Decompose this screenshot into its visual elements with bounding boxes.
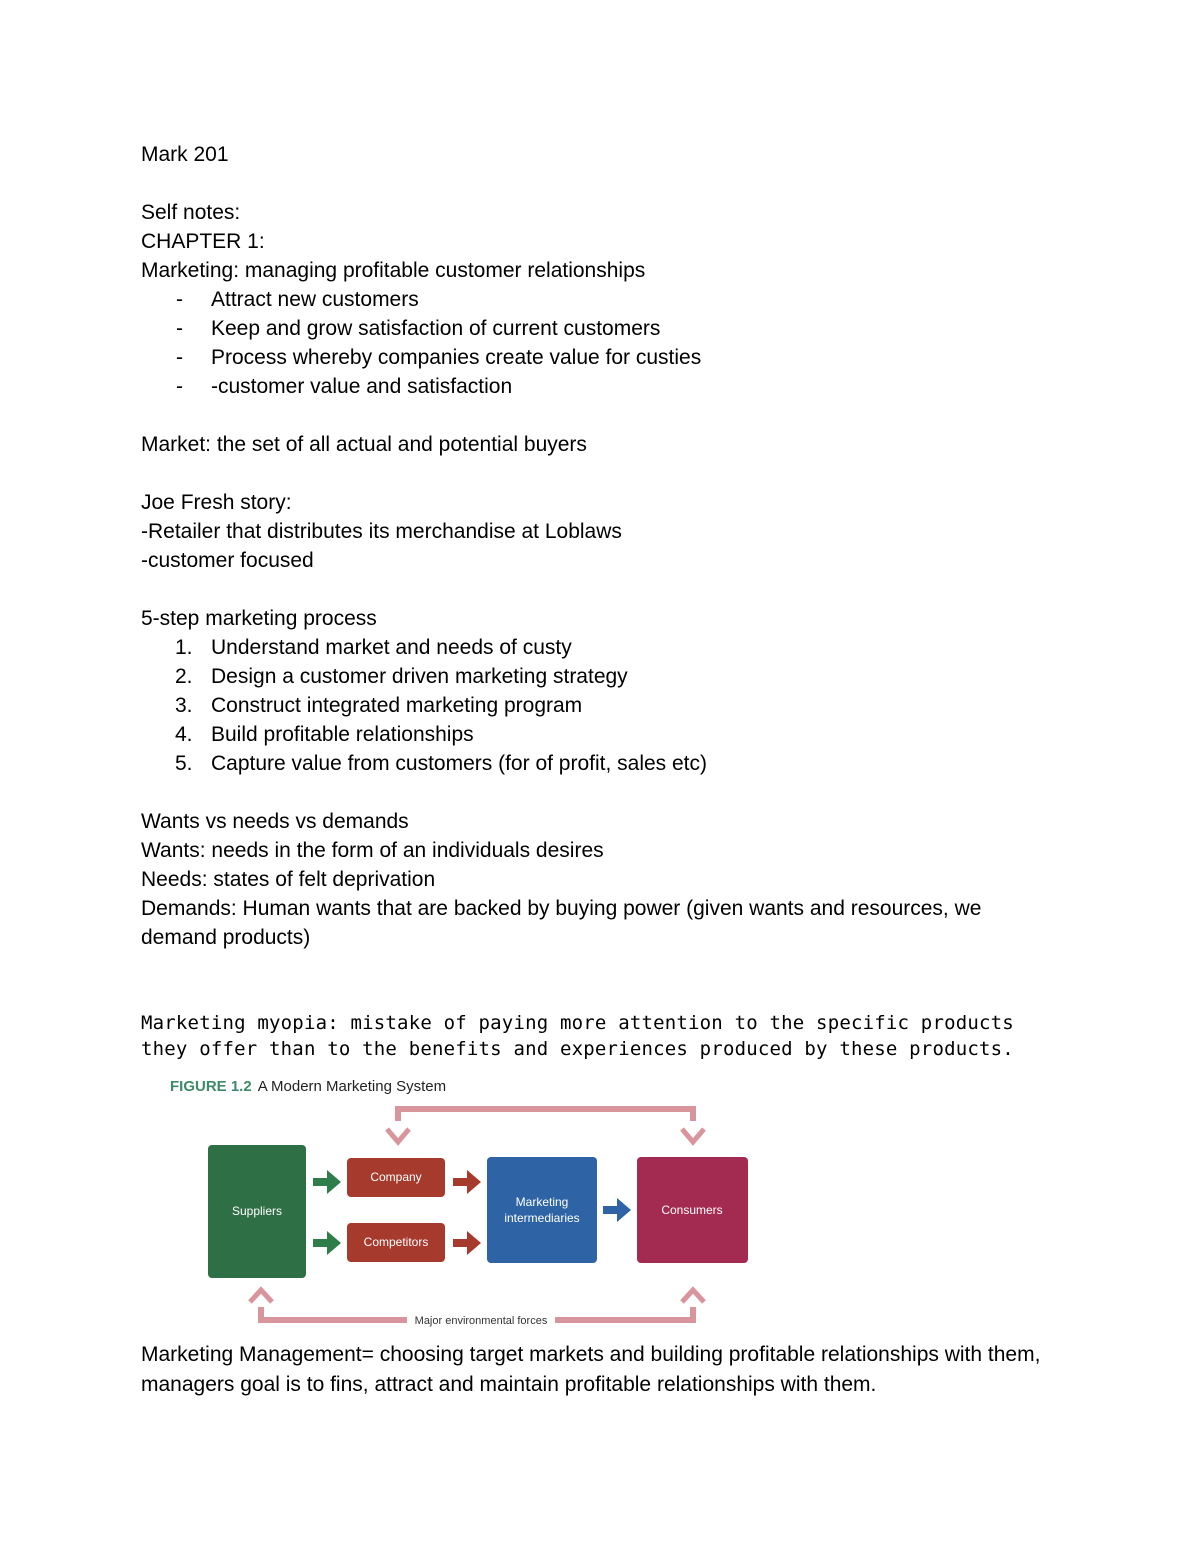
competitors-label: Competitors [363,1235,429,1249]
supplier-to-competitors-arrow [313,1231,341,1255]
market-definition: Market: the set of all actual and potential buyers [141,433,587,456]
system-diagram [165,1072,785,1340]
intermediaries-box [487,1157,597,1263]
step-text: Capture value from customers (for of profit, sales etc) [211,752,708,775]
competitors-to-intermediaries-arrow [453,1231,481,1255]
bullet-marker: - [176,375,183,398]
consumers-label: Consumers [661,1203,723,1217]
list-item [141,662,1041,691]
process-heading: 5-step marketing process [141,607,377,630]
bullet-marker: - [176,288,183,311]
step-number: 3. [175,694,193,717]
list-item [141,372,1041,401]
wants-definition: Wants: needs in the form of an individuals desires [141,839,604,862]
list-item [141,633,1041,662]
intermediaries-label-line2: intermediaries [504,1211,580,1225]
wants-heading: Wants vs needs vs demands [141,810,409,833]
company-label: Company [370,1170,422,1184]
step-text: Understand market and needs of custy [211,636,572,659]
figure-number: FIGURE 1.2 [170,1078,252,1095]
demands-definition: Demands: Human wants that are backed by buying power (given wants and resources, we demand products) [141,897,982,949]
environmental-forces-label: Major environmental forces [414,1315,548,1327]
list-item [141,749,1041,778]
figure-title: A Modern Marketing System [257,1078,447,1095]
needs-definition: Needs: states of felt deprivation [141,868,436,891]
myopia-definition: Marketing myopia: mistake of paying more attention to the specific products they offer than to the benefits and experiences produced by these products. [141,1012,1014,1060]
suppliers-label: Suppliers [231,1204,283,1218]
step-text: Design a customer driven marketing strategy [211,665,628,688]
joe-fresh-line: -customer focused [141,549,314,572]
supplier-to-company-arrow [313,1170,341,1194]
doc-title: Mark 201 [141,143,229,166]
notes-body [141,140,1041,1081]
marketing-bullet-list [141,285,1041,401]
chapter-heading: CHAPTER 1: [141,230,265,253]
step-number: 4. [175,723,193,746]
management-definition: Marketing Management= choosing target markets and building profitable relationships with them, managers goal is to fins, attract and maintain profitable relationships with them. [141,1343,1041,1396]
joe-fresh-line: -Retailer that distributes its merchandise at Loblaws [141,520,622,543]
bullet-text: Keep and grow satisfaction of current customers [211,317,661,340]
bullet-text: Attract new customers [211,288,419,311]
step-text: Construct integrated marketing program [211,694,583,717]
marketing-system-figure [165,1072,785,1340]
list-item [141,691,1041,720]
self-notes-heading: Self notes: [141,201,241,224]
bullet-marker: - [176,317,183,340]
step-number: 2. [175,665,193,688]
list-item [141,343,1041,372]
company-to-intermediaries-arrow [453,1170,481,1194]
intermediaries-label-line1: Marketing [515,1195,569,1209]
step-number: 5. [175,752,193,775]
bullet-text: Process whereby companies create value for custies [211,346,702,369]
top-connector-arrow [387,1109,704,1142]
marketing-definition: Marketing: managing profitable customer relationships [141,259,646,282]
process-step-list [141,633,1041,778]
list-item [141,314,1041,343]
list-item [141,720,1041,749]
joe-fresh-heading: Joe Fresh story: [141,491,292,514]
step-number: 1. [175,636,193,659]
list-item [141,285,1041,314]
bullet-text: -customer value and satisfaction [211,375,513,398]
bullet-marker: - [176,346,183,369]
intermediaries-to-consumers-arrow [603,1198,631,1222]
step-text: Build profitable relationships [211,723,474,746]
